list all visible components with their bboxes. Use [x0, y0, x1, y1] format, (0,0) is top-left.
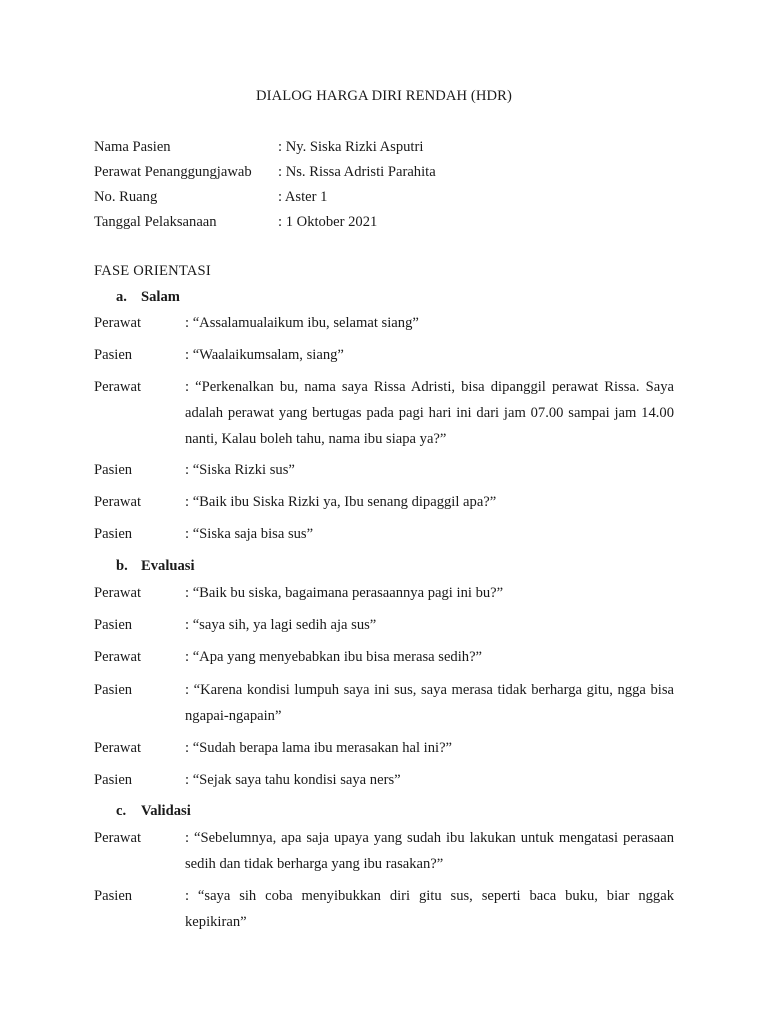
dialog-utterance: : “saya sih, ya lagi sedih aja sus”: [185, 617, 377, 633]
dialog-speaker: Perawat: [94, 379, 142, 395]
dialog-line: [94, 735, 674, 761]
dialog-utterance: : “Sudah berapa lama ibu merasakan hal ini?”: [185, 740, 453, 756]
dialog-utterance: : “Sebelumnya, apa saja upaya yang sudah ibu lakukan untuk mengatasi perasaan sedih dan tidak berharga yang ibu rasakan?”: [185, 830, 674, 872]
subsection-letter: c.: [116, 803, 127, 819]
info-value: : Ny. Siska Rizki Asputri: [278, 139, 424, 155]
dialog-line: [94, 521, 674, 547]
dialog-speaker: Pasien: [94, 462, 133, 478]
subsection-title: Evaluasi: [141, 558, 195, 574]
dialog-line: [94, 644, 674, 670]
dialog-utterance: : “Sejak saya tahu kondisi saya ners”: [185, 772, 401, 788]
dialog-utterance: : “Perkenalkan bu, nama saya Rissa Adristi, bisa dipanggil perawat Rissa. Saya adalah perawat yang bertugas pada pagi hari ini dari jam 07.00 sampai jam 14.00 nanti, Kalau boleh tahu, nama ibu siapa ya?”: [185, 379, 674, 447]
info-value: : Aster 1: [278, 189, 328, 205]
subsection-title: Salam: [141, 289, 180, 305]
dialog-utterance: : “Siska saja bisa sus”: [185, 526, 314, 542]
dialog-utterance: : “Siska Rizki sus”: [185, 462, 295, 478]
subsection-heading-validasi: [116, 803, 191, 820]
subsection-letter: a.: [116, 289, 127, 305]
dialog-speaker: Perawat: [94, 830, 142, 846]
dialog-line: [94, 580, 674, 606]
dialog-speaker: Perawat: [94, 740, 142, 756]
dialog-speaker: Perawat: [94, 494, 142, 510]
dialog-speaker: Perawat: [94, 315, 142, 331]
info-value: : Ns. Rissa Adristi Parahita: [278, 164, 436, 180]
dialog-speaker: Perawat: [94, 649, 142, 665]
dialog-utterance: : “Baik ibu Siska Rizki ya, Ibu senang dipaggil apa?”: [185, 494, 497, 510]
info-value: : 1 Oktober 2021: [278, 214, 378, 230]
subsection-heading-salam: [116, 289, 180, 306]
dialog-line: [94, 825, 674, 877]
document-title: DIALOG HARGA DIRI RENDAH (HDR): [256, 88, 512, 104]
dialog-line: [94, 767, 674, 793]
dialog-line: [94, 612, 674, 638]
dialog-utterance: : “Karena kondisi lumpuh saya ini sus, saya merasa tidak berharga gitu, ngga bisa ngapai-ngapain”: [185, 682, 674, 724]
subsection-heading-evaluasi: [116, 558, 195, 575]
dialog-utterance: : “Apa yang menyebabkan ibu bisa merasa sedih?”: [185, 649, 483, 665]
dialog-line: [94, 677, 674, 729]
dialog-utterance: : “Baik bu siska, bagaimana perasaannya pagi ini bu?”: [185, 585, 504, 601]
info-label: Nama Pasien: [94, 139, 171, 155]
dialog-speaker: Pasien: [94, 682, 133, 698]
dialog-speaker: Pasien: [94, 526, 133, 542]
dialog-line: [94, 310, 674, 336]
dialog-utterance: : “Assalamualaikum ibu, selamat siang”: [185, 315, 419, 331]
dialog-line: [94, 883, 674, 935]
dialog-speaker: Pasien: [94, 617, 133, 633]
subsection-title: Validasi: [141, 803, 191, 819]
dialog-speaker: Perawat: [94, 585, 142, 601]
info-label: No. Ruang: [94, 189, 158, 205]
dialog-utterance: : “saya sih coba menyibukkan diri gitu sus, seperti baca buku, biar nggak kepikiran”: [185, 888, 674, 930]
dialog-speaker: Pasien: [94, 347, 133, 363]
dialog-speaker: Pasien: [94, 888, 133, 904]
info-label: Tanggal Pelaksanaan: [94, 214, 217, 230]
dialog-utterance: : “Waalaikumsalam, siang”: [185, 347, 344, 363]
dialog-line: [94, 457, 674, 483]
dialog-line: [94, 489, 674, 515]
section-heading-fase-orientasi: FASE ORIENTASI: [94, 263, 211, 279]
info-label: Perawat Penanggungjawab: [94, 164, 252, 180]
subsection-letter: b.: [116, 558, 128, 574]
dialog-line: [94, 342, 674, 368]
dialog-line: [94, 374, 674, 452]
dialog-speaker: Pasien: [94, 772, 133, 788]
